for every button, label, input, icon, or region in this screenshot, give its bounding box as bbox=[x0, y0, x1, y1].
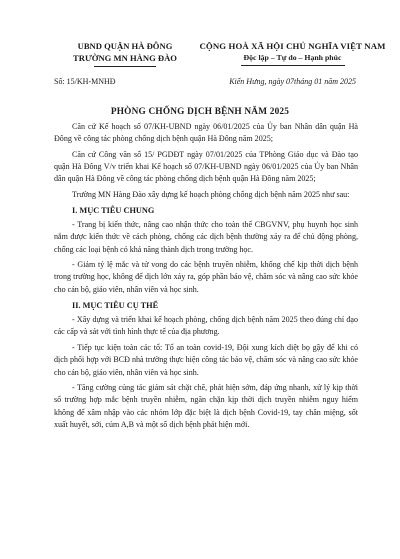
national-motto bbox=[190, 40, 395, 66]
document-title: PHÒNG CHỐNG DỊCH BỆNH NĂM 2025 bbox=[110, 107, 290, 117]
paragraph-specific-1: - Xây dựng và triển khai kế hoạch phòng, chống dịch bệnh năm 2025 theo đúng chỉ đạo các cấp và sát với tình hình thực tế của địa phương. bbox=[54, 315, 358, 337]
paragraph-intro: Trường MN Hàng Đào xây dựng kế hoạch phòng chống dịch bệnh năm 2025 như sau: bbox=[72, 189, 350, 199]
paragraph-goal-2: - Giảm tỷ lệ mắc và tử vong do các bệnh truyền nhiễm, khống chế kịp thời dịch bệnh trong trường học, không để dịch lớn xảy ra, góp phần bảo vệ, chăm sóc và nâng cao sức khỏe cho cán bộ, giáo viên, nhân viên và học sinh. bbox=[54, 260, 358, 294]
motto-underline bbox=[241, 65, 345, 66]
paragraph-basis-1: Căn cứ Kế hoạch số 07/KH-UBND ngày 06/01/2025 của Ủy ban Nhân dân quận Hà Đông về công tác phòng chống dịch bệnh quận Hà Đông năm 2025; bbox=[54, 122, 358, 144]
motto-text: Độc lập – Tự do – Hạnh phúc bbox=[243, 53, 342, 62]
paragraph-basis-2: Căn cứ Công văn số 15/ PGDĐT ngày 07/01/2025 của TPhòng Giáo dục và Đào tạo quận Hà Đông V/v triển khai Kế hoạch số 07/KH-UBND ngày 06/01/2025 của Ủy ban Nhân dân quận Hà Đông về công tác phòng chống dịch bệnh quận Hà Đông năm 2025; bbox=[54, 149, 358, 184]
reference-number: Số: 15/KH-MNHĐ bbox=[54, 77, 116, 86]
paragraph-goal-1: - Trang bị kiến thức, nâng cao nhận thức cho toàn thể CBGVNV, phụ huynh học sinh nắm được kiến thức về cách phòng, chống các dịch bệnh thường xảy ra để chủ động phòng, chống các loại bệnh có khả năng thành dịch trong trường học. bbox=[54, 220, 358, 254]
document-body bbox=[54, 121, 358, 434]
authority-district: UBND QUẬN HÀ ĐÔNG bbox=[77, 41, 173, 51]
paragraph-specific-2: - Tiếp tục kiện toàn các tổ: Tổ an toàn covid-19, Đội xung kích diệt bọ gậy để khi có dịch phối hợp với BCĐ nhà trường thực hiện công tác bảo vệ, chăm sóc và nâng cao sức khỏe cho cán bộ, giáo viên, nhân viên và học sinh. bbox=[54, 342, 358, 377]
authority-school: TRƯỜNG MN HÀNG ĐÀO bbox=[73, 53, 177, 63]
document-header bbox=[0, 40, 400, 100]
paragraph-specific-3: - Tăng cường củng tác giám sát chặt chẽ, phát hiện sớm, đáp ứng nhanh, xử lý kịp thời sổ trường hợp mắc bệnh truyền nhiễm, ngăn chặn kịp thời dịch truyền nhiễm nguy hiểm không để xâm nhập vào các nhóm lớp đặc biệt là dịch bệnh Covid-19, tay chân miệng, sốt xuất huyết, sởi, cúm A,B và một số dịch bệnh phát hiện mới. bbox=[54, 382, 358, 429]
issuing-authority bbox=[64, 40, 186, 67]
date-line: Kiến Hưng, ngày 07tháng 01 năm 2025 bbox=[229, 77, 356, 86]
section-heading-specific-goals: II. MỤC TIÊU CỤ THỂ bbox=[72, 301, 159, 311]
section-heading-general-goals: I. MỤC TIÊU CHUNG bbox=[72, 206, 155, 216]
authority-underline bbox=[94, 66, 156, 67]
nation-name: CỘNG HOÀ XÃ HỘI CHỦ NGHĨA VIỆT NAM bbox=[199, 41, 386, 51]
